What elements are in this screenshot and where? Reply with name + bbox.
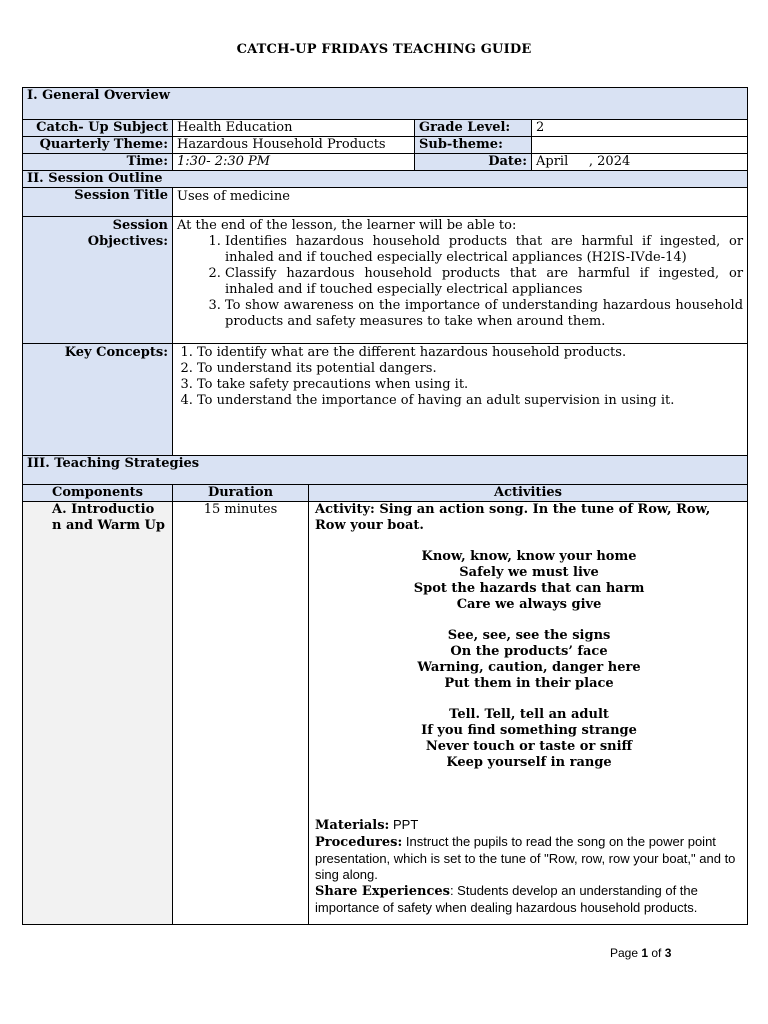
song-line: See, see, see the signs — [447, 628, 611, 643]
song-line: Put them in their place — [444, 676, 614, 691]
share-experiences-line — [315, 883, 743, 916]
component-name: A. Introductio n and Warm Up — [23, 502, 173, 925]
session-title-value: Uses of medicine — [173, 188, 748, 217]
components-header: Components — [23, 485, 173, 502]
song-line: Care we always give — [456, 597, 602, 612]
time-label: Time: — [23, 154, 173, 171]
subject-label: Catch- Up Subject — [23, 120, 173, 137]
page-number — [610, 946, 671, 960]
key-concept-item: 4. To understand the importance of having an adult supervision in using it. — [197, 393, 743, 409]
objective-item: 3. To show awareness on the importance of understanding hazardous household products and safety measures to take when around them. — [225, 298, 743, 330]
objective-item: 1. Identifies hazardous household products that are harmful if ingested, or inhaled and if touched especially electrical appliances (H2IS-IVde-14) — [225, 234, 743, 266]
subtheme-value — [532, 137, 748, 154]
activities-cell — [309, 502, 748, 925]
activity-heading: Activity: Sing an action song. In the tune of Row, Row, Row your boat. — [315, 502, 711, 533]
teaching-guide-table — [22, 87, 748, 925]
key-concepts-cell — [173, 344, 748, 456]
song-line: Safely we must live — [459, 565, 599, 580]
time-value: 1:30- 2:30 PM — [173, 154, 415, 171]
page-prefix: Page — [610, 946, 642, 960]
procedures-label: Procedures: — [315, 835, 403, 850]
document-title: CATCH-UP FRIDAYS TEACHING GUIDE — [236, 42, 532, 57]
objectives-label-line-2: Objectives: — [87, 234, 168, 249]
objectives-intro: At the end of the lesson, the learner will be able to: — [177, 218, 517, 233]
materials-label: Materials: — [315, 818, 390, 833]
theme-label: Quarterly Theme: — [23, 137, 173, 154]
procedures-line — [315, 834, 743, 883]
procedures-value: Instruct the pupils to read the song on the power point presentation, which is set to the tune of "Row, row, row your boat," and to sing along. — [315, 834, 736, 882]
activities-header: Activities — [309, 485, 748, 502]
song-line: Warning, caution, danger here — [417, 660, 641, 675]
duration-header: Duration — [173, 485, 309, 502]
date-label: Date: — [415, 154, 532, 171]
objectives-label-line-1: Session — [112, 218, 168, 233]
subtheme-label: Sub-theme: — [415, 137, 532, 154]
key-concepts-label: Key Concepts: — [23, 344, 173, 456]
song-line: Spot the hazards that can harm — [413, 581, 645, 596]
subject-value: Health Education — [173, 120, 415, 137]
page-current: 1 — [641, 946, 649, 960]
share-experiences-value: : Students develop an understanding of the importance of safety when dealing hazardous household products. — [315, 883, 698, 915]
song-line: Tell. Tell, tell an adult — [449, 707, 609, 722]
date-value: April , 2024 — [532, 154, 748, 171]
key-concept-item: 1. To identify what are the different hazardous household products. — [197, 345, 743, 361]
song-stanza — [315, 628, 743, 692]
teaching-strategies-heading: III. Teaching Strategies — [23, 456, 748, 485]
song-stanza — [315, 707, 743, 771]
duration-value: 15 minutes — [173, 502, 309, 925]
objectives-label — [23, 217, 173, 344]
objectives-cell — [173, 217, 748, 344]
session-outline-heading: II. Session Outline — [23, 171, 748, 188]
session-title-label: Session Title — [23, 188, 173, 217]
page-total: 3 — [664, 946, 672, 960]
song-stanza — [315, 549, 743, 613]
theme-value: Hazardous Household Products — [173, 137, 415, 154]
key-concepts-list — [177, 345, 743, 409]
song-line: Keep yourself in range — [446, 755, 612, 770]
song-lyrics — [315, 549, 743, 771]
song-line: Never touch or taste or sniff — [425, 739, 633, 754]
objective-item: 2. Classify hazardous household products that are harmful if ingested, or inhaled and if touched especially electrical appliances — [225, 266, 743, 298]
materials-line — [315, 817, 743, 834]
song-line: On the products’ face — [450, 644, 608, 659]
general-overview-heading: I. General Overview — [23, 88, 748, 120]
grade-value: 2 — [532, 120, 748, 137]
page-of: of — [648, 946, 665, 960]
objectives-list — [177, 234, 743, 330]
materials-value: PPT — [389, 817, 419, 832]
key-concept-item: 3. To take safety precautions when using it. — [197, 377, 743, 393]
share-experiences-label: Share Experiences — [315, 884, 450, 899]
grade-label: Grade Level: — [415, 120, 532, 137]
key-concept-item: 2. To understand its potential dangers. — [197, 361, 743, 377]
song-line: If you find something strange — [421, 723, 637, 738]
activity-details — [315, 817, 743, 916]
song-line: Know, know, know your home — [421, 549, 637, 564]
